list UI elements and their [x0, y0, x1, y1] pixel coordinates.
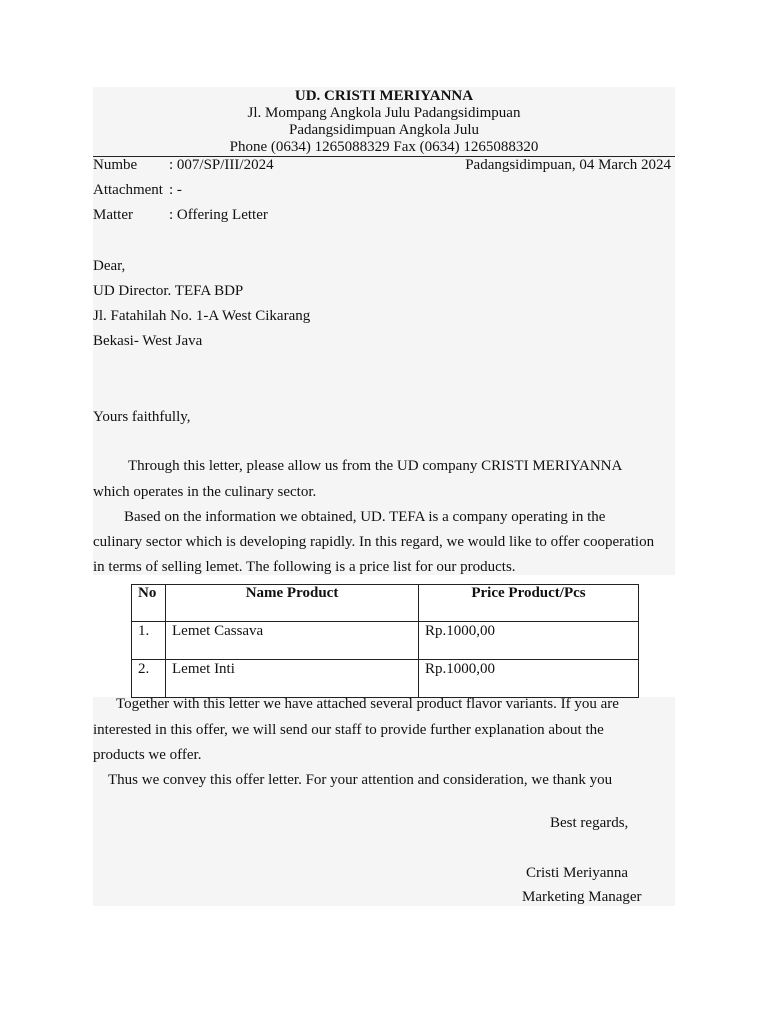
- header-name-product: Name Product: [166, 585, 419, 622]
- paragraph-3-line-1: Together with this letter we have attached several product flavor variants. If you are: [116, 696, 619, 712]
- paragraph-2-line-1: Based on the information we obtained, UD. TEFA is a company operating in the: [124, 509, 606, 525]
- table-row: [132, 660, 639, 698]
- attachment-label: Attachment: [93, 182, 163, 198]
- paragraph-2-line-3: in terms of selling lemet. The following is a price list for our products.: [93, 559, 516, 575]
- salutation: Yours faithfully,: [93, 409, 191, 425]
- price-table: [131, 584, 639, 698]
- row-price: Rp.1000,00: [419, 660, 639, 698]
- header-price: Price Product/Pcs: [419, 585, 639, 622]
- row-name: Lemet Cassava: [166, 622, 419, 660]
- row-name: Lemet Inti: [166, 660, 419, 698]
- attachment-value: : -: [169, 182, 182, 198]
- paragraph-4-line-1: Thus we convey this offer letter. For your attention and consideration, we thank you: [108, 772, 613, 788]
- contact-line: Phone (0634) 1265088329 Fax (0634) 1265088320: [229, 139, 539, 155]
- row-no: 2.: [132, 660, 166, 698]
- signer-title: Marketing Manager: [522, 889, 642, 905]
- paragraph-2-line-2: culinary sector which is developing rapidly. In this regard, we would like to offer cooperation: [93, 534, 655, 550]
- company-name: UD. CRISTI MERIYANNA: [294, 88, 474, 104]
- address-line-2: Padangsidimpuan Angkola Julu: [289, 122, 479, 138]
- closing-regards: Best regards,: [550, 815, 629, 831]
- number-value: : 007/SP/III/2024: [169, 157, 274, 173]
- row-price: Rp.1000,00: [419, 622, 639, 660]
- paragraph-1-line-1: Through this letter, please allow us from the UD company CRISTI MERIYANNA: [128, 458, 623, 474]
- row-no: 1.: [132, 622, 166, 660]
- paragraph-3-line-2: interested in this offer, we will send our staff to provide further explanation about the: [93, 722, 604, 738]
- header-no: No: [132, 585, 166, 622]
- recipient-line-3: Bekasi- West Java: [93, 333, 203, 349]
- letterhead: [93, 87, 675, 156]
- paragraph-3-line-3: products we offer.: [93, 747, 202, 763]
- matter-label: Matter: [93, 207, 133, 223]
- table-header-row: [132, 585, 639, 622]
- address-line-1: Jl. Mompang Angkola Julu Padangsidimpuan: [247, 105, 521, 121]
- table-row: [132, 622, 639, 660]
- matter-value: : Offering Letter: [169, 207, 268, 223]
- signer-name: Cristi Meriyanna: [526, 865, 629, 881]
- paragraph-1-line-2: which operates in the culinary sector.: [93, 484, 317, 500]
- recipient-line-2: Jl. Fatahilah No. 1-A West Cikarang: [93, 308, 311, 324]
- recipient-line-1: UD Director. TEFA BDP: [93, 283, 244, 299]
- place-date: Padangsidimpuan, 04 March 2024: [465, 157, 671, 173]
- greeting: Dear,: [93, 258, 126, 274]
- number-label: Numbe: [93, 157, 138, 173]
